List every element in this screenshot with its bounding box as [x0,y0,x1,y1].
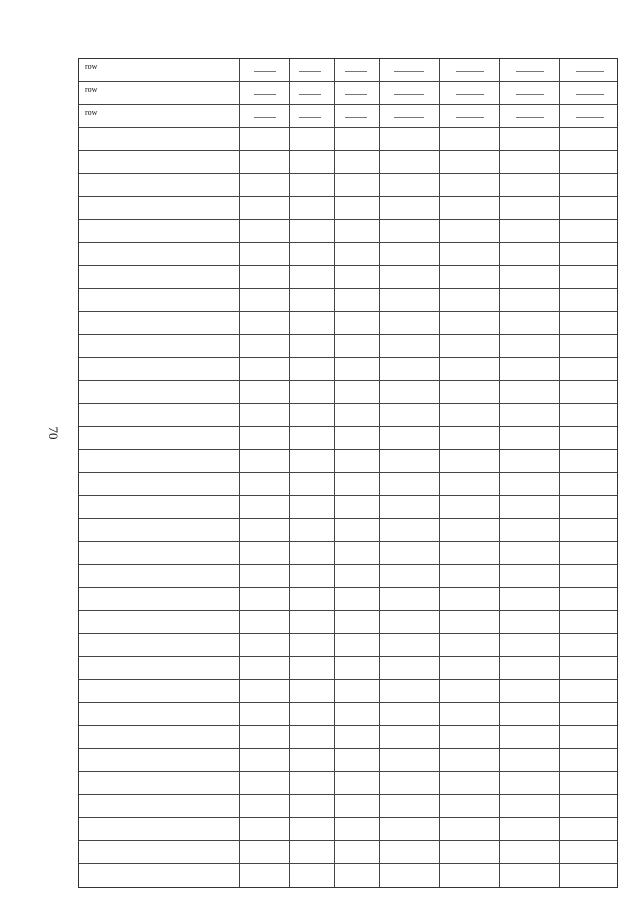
row-label: row [85,85,98,94]
page-number: 70 [46,426,61,440]
row-label: row [85,108,98,117]
row-label: row [85,62,98,71]
budget-table [78,58,618,888]
